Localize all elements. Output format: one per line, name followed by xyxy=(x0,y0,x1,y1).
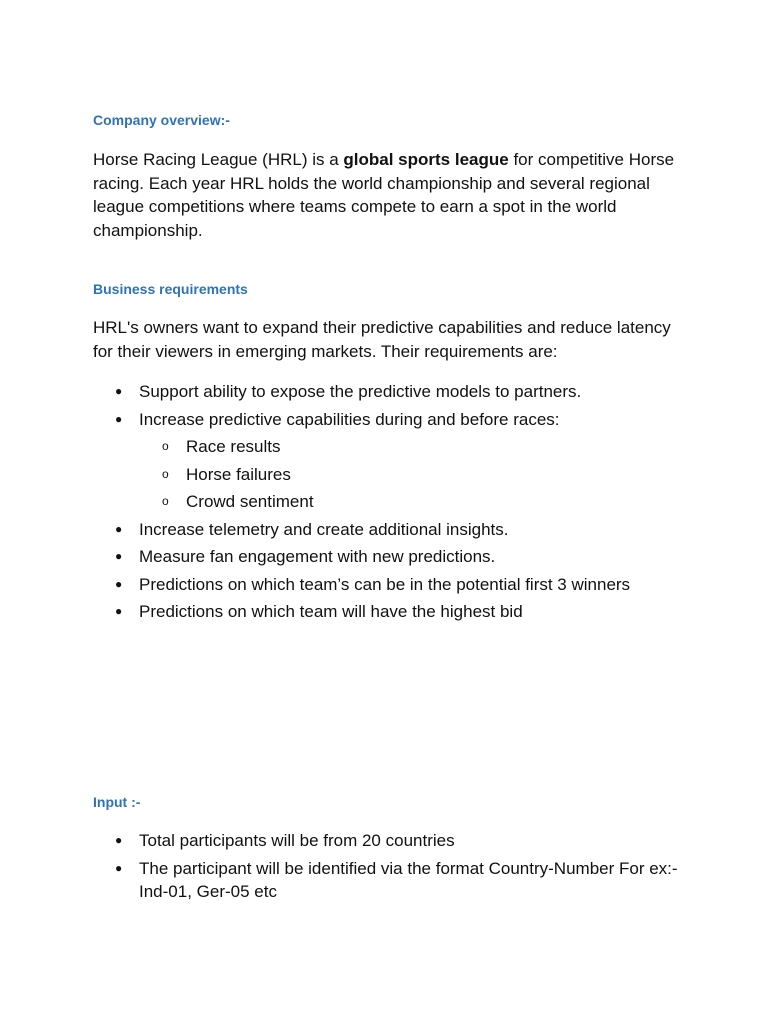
overview-bold-text: global sports league xyxy=(343,150,509,169)
list-item xyxy=(0,380,686,404)
bullet-marker: ● xyxy=(115,860,123,875)
company-overview-heading: Company overview:- xyxy=(93,112,230,128)
sub-list-item-text: Race results xyxy=(186,437,281,456)
list-item xyxy=(0,829,684,853)
bullet-marker: ● xyxy=(115,411,123,426)
bullet-marker: ● xyxy=(115,384,123,398)
sub-list-item-text: Crowd sentiment xyxy=(186,492,314,511)
list-item xyxy=(0,408,686,432)
list-item xyxy=(0,857,684,904)
overview-text-start: Horse Racing League (HRL) is a xyxy=(93,150,344,169)
bullet-marker: ● xyxy=(115,604,123,618)
list-item xyxy=(0,600,686,624)
bullet-marker: ● xyxy=(115,576,123,591)
list-item xyxy=(0,573,686,597)
bullet-marker: ● xyxy=(115,833,123,847)
input-list xyxy=(0,829,684,904)
company-overview-paragraph xyxy=(93,148,693,242)
sub-list-item xyxy=(0,463,686,487)
sub-bullet-marker: o xyxy=(162,494,169,508)
list-item-text: Predictions on which team will have the highest bid xyxy=(139,602,523,621)
sub-bullet-marker: o xyxy=(162,439,169,453)
list-item-text: Increase telemetry and create additional insights. xyxy=(139,519,509,539)
sub-list-item-text: Horse failures xyxy=(186,464,291,484)
sub-bullet-marker: o xyxy=(162,466,169,481)
business-requirements-list xyxy=(0,380,686,624)
business-requirements-intro: HRL's owners want to expand their predictive capabilities and reduce latency for their viewers in emerging markets. Their requirements are: xyxy=(93,318,671,361)
list-item-text: Measure fan engagement with new predictions. xyxy=(139,547,496,566)
business-requirements-heading: Business requirements xyxy=(93,281,248,297)
list-item-text: Total participants will be from 20 countries xyxy=(139,831,455,850)
list-item-text: The participant will be identified via the format Country-Number For ex:- Ind-01, Ger-05 etc xyxy=(139,858,678,901)
bullet-marker: ● xyxy=(115,549,123,563)
list-item-text: Predictions on which team’s can be in the potential first 3 winners xyxy=(139,574,631,594)
sub-list-item xyxy=(0,435,686,459)
overview-text-end: for competitive Horse racing. Each year HRL holds the world championship and several regional league competitions where teams compete to earn a spot in the world championship. xyxy=(93,150,675,240)
list-item-text: Support ability to expose the predictive models to partners. xyxy=(139,382,582,401)
input-heading: Input :- xyxy=(93,794,141,810)
bullet-marker: ● xyxy=(115,521,123,536)
list-item xyxy=(0,545,686,569)
list-item-text: Increase predictive capabilities during and before races: xyxy=(139,409,560,429)
sub-list-item xyxy=(0,490,686,514)
list-item xyxy=(0,518,686,542)
